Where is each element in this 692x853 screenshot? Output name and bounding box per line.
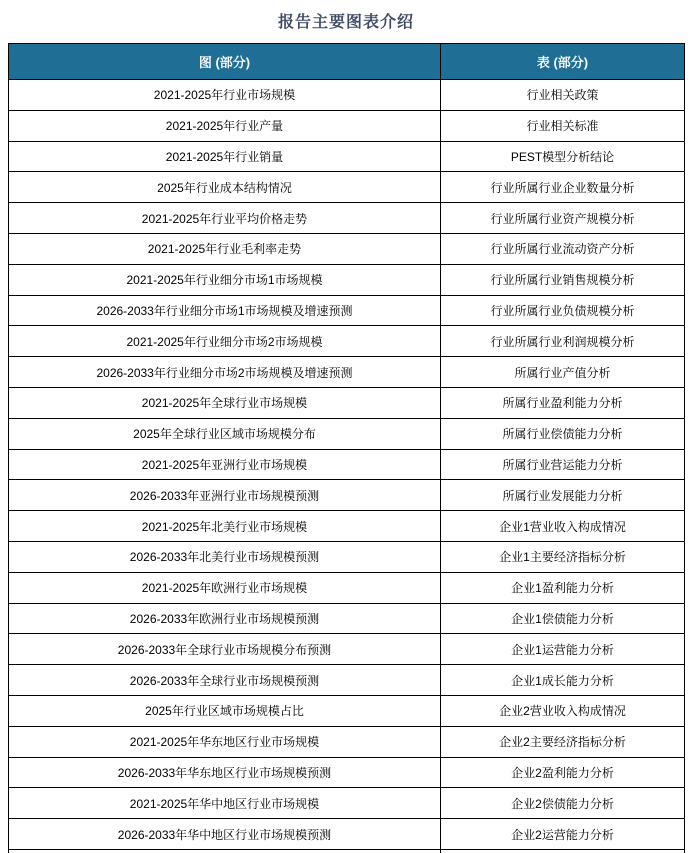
empty-cell <box>441 849 685 853</box>
figure-cell: 2021-2025年行业平均价格走势 <box>9 203 441 234</box>
table-cell: 所属行业偿债能力分析 <box>441 418 685 449</box>
table-row <box>9 295 685 326</box>
table-cell: 企业2盈利能力分析 <box>441 757 685 788</box>
table-body <box>9 80 685 853</box>
figure-cell: 2021-2025年欧洲行业市场规模 <box>9 572 441 603</box>
table-row <box>9 819 685 850</box>
table-row <box>9 634 685 665</box>
figure-cell: 2021-2025年行业市场规模 <box>9 80 441 111</box>
table-row <box>9 541 685 572</box>
table-cell: 行业所属行业企业数量分析 <box>441 172 685 203</box>
table-cell: 行业所属行业流动资产分析 <box>441 233 685 264</box>
figure-cell: 2021-2025年行业销量 <box>9 141 441 172</box>
figure-cell: 2026-2033年行业细分市场2市场规模及增速预测 <box>9 357 441 388</box>
table-row <box>9 357 685 388</box>
figure-cell: 2025年行业成本结构情况 <box>9 172 441 203</box>
table-row <box>9 233 685 264</box>
table-cell: PEST模型分析结论 <box>441 141 685 172</box>
table-cell: 企业1营业收入构成情况 <box>441 511 685 542</box>
figure-cell: 2021-2025年亚洲行业市场规模 <box>9 449 441 480</box>
table-cell: 行业所属行业销售规模分析 <box>441 264 685 295</box>
figure-cell: 2025年全球行业区域市场规模分布 <box>9 418 441 449</box>
figure-cell: 2026-2033年欧洲行业市场规模预测 <box>9 603 441 634</box>
table-row <box>9 387 685 418</box>
table-cell: 行业相关标准 <box>441 110 685 141</box>
table-row <box>9 603 685 634</box>
figure-cell: 2021-2025年华中地区行业市场规模 <box>9 788 441 819</box>
figure-cell: 2021-2025年华东地区行业市场规模 <box>9 726 441 757</box>
table-cell: 所属行业发展能力分析 <box>441 480 685 511</box>
figure-cell: 2021-2025年北美行业市场规模 <box>9 511 441 542</box>
figure-cell: 2026-2033年全球行业市场规模分布预测 <box>9 634 441 665</box>
figure-cell: 2021-2025年行业产量 <box>9 110 441 141</box>
table-cell: 行业所属行业资产规模分析 <box>441 203 685 234</box>
table-row <box>9 480 685 511</box>
figure-cell: 2026-2033年行业细分市场1市场规模及增速预测 <box>9 295 441 326</box>
table-row <box>9 80 685 111</box>
table-row <box>9 326 685 357</box>
table-cell: 企业2营业收入构成情况 <box>441 695 685 726</box>
table-cell: 行业所属行业利润规模分析 <box>441 326 685 357</box>
table-cell: 企业1运营能力分析 <box>441 634 685 665</box>
table-row <box>9 511 685 542</box>
table-cell: 所属行业营运能力分析 <box>441 449 685 480</box>
table-cell: 所属行业产值分析 <box>441 357 685 388</box>
table-row <box>9 695 685 726</box>
table-cell: 企业1偿债能力分析 <box>441 603 685 634</box>
figure-cell: 2025年行业区域市场规模占比 <box>9 695 441 726</box>
figure-cell: 2021-2025年行业细分市场1市场规模 <box>9 264 441 295</box>
table-cell: 企业2运营能力分析 <box>441 819 685 850</box>
table-row <box>9 572 685 603</box>
table-row <box>9 788 685 819</box>
column-header-figures: 图 (部分) <box>9 44 441 80</box>
table-row <box>9 418 685 449</box>
page-title: 报告主要图表介绍 <box>277 14 414 31</box>
table-cell: 行业所属行业负债规模分析 <box>441 295 685 326</box>
table-row <box>9 665 685 696</box>
figure-cell: 2026-2033年华中地区行业市场规模预测 <box>9 819 441 850</box>
table-cell: 行业相关政策 <box>441 80 685 111</box>
column-header-tables: 表 (部分) <box>441 44 685 80</box>
table-cell: 企业2主要经济指标分析 <box>441 726 685 757</box>
table-cell: 企业1主要经济指标分析 <box>441 541 685 572</box>
table-row <box>9 449 685 480</box>
figure-cell: 2026-2033年亚洲行业市场规模预测 <box>9 480 441 511</box>
table-cell: 企业2偿债能力分析 <box>441 788 685 819</box>
figure-cell: 2021-2025年行业细分市场2市场规模 <box>9 326 441 357</box>
table-row-partial <box>9 849 685 853</box>
figure-cell: 2021-2025年全球行业市场规模 <box>9 387 441 418</box>
figure-cell: 2021-2025年行业毛利率走势 <box>9 233 441 264</box>
table-row <box>9 141 685 172</box>
figure-cell: 2026-2033年全球行业市场规模预测 <box>9 665 441 696</box>
table-header <box>9 44 685 80</box>
figure-cell: 2026-2033年北美行业市场规模预测 <box>9 541 441 572</box>
table-cell: 企业1盈利能力分析 <box>441 572 685 603</box>
empty-cell <box>9 849 441 853</box>
header-row <box>9 44 685 80</box>
table-row <box>9 203 685 234</box>
table-cell: 所属行业盈利能力分析 <box>441 387 685 418</box>
charts-table <box>8 43 685 853</box>
figure-cell: 2026-2033年华东地区行业市场规模预测 <box>9 757 441 788</box>
table-row <box>9 264 685 295</box>
table-row <box>9 757 685 788</box>
table-cell: 企业1成长能力分析 <box>441 665 685 696</box>
table-row <box>9 172 685 203</box>
table-row <box>9 726 685 757</box>
table-row <box>9 110 685 141</box>
